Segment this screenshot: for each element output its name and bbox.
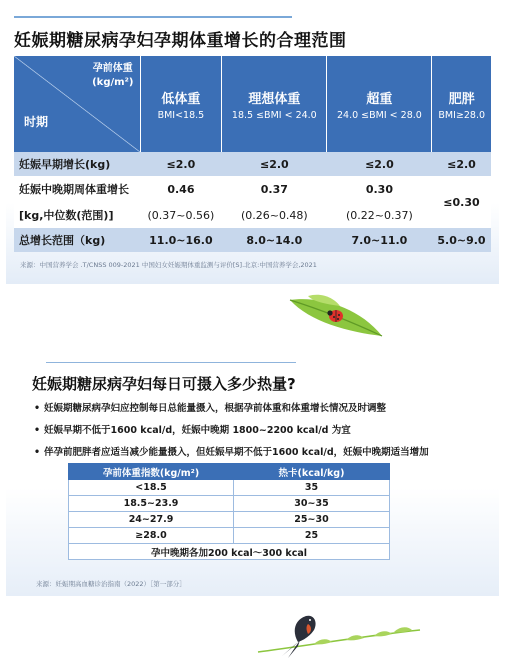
table-cell: 0.30 <box>327 176 432 202</box>
leaf-ladybug-icon <box>288 292 384 342</box>
table-cell: 0.37 <box>222 176 327 202</box>
slide-daily-calories <box>6 356 499 596</box>
swallow-branch-icon <box>254 612 422 658</box>
table-row <box>69 512 390 528</box>
row-label: [kg,中位数(范围)] <box>14 202 140 228</box>
table-cell: 30~35 <box>234 496 390 512</box>
table-cell: ≤2.0 <box>327 152 432 176</box>
slide1-title: 妊娠期糖尿病孕妇孕期体重增长的合理范围 <box>14 31 347 51</box>
corner-header <box>14 56 140 152</box>
table-row <box>14 202 491 228</box>
column-header-kcal: 热卡(kcal/kg) <box>234 464 390 480</box>
table-row <box>69 496 390 512</box>
table-cell: ≤2.0 <box>432 152 491 176</box>
calorie-table <box>68 463 390 560</box>
bullet-item: • 妊娠期糖尿病孕妇应控制每日总能量摄入，根据孕前体重和体重增长情况及时调整 <box>34 398 494 420</box>
bullet-list <box>34 398 494 464</box>
title-divider <box>14 16 292 18</box>
table-row <box>14 152 491 176</box>
corner-bottom-label: 时期 <box>24 115 49 129</box>
column-header-normal: 理想体重 18.5 ≤BMI < 24.0 <box>222 56 327 152</box>
table-row <box>69 528 390 544</box>
table-cell: 8.0~14.0 <box>222 228 327 252</box>
table-cell: (0.26~0.48) <box>222 202 327 228</box>
table-footer-row <box>69 544 390 560</box>
table-cell: 18.5~23.9 <box>69 496 234 512</box>
table-row <box>69 480 390 496</box>
source-citation: 来源：中国营养学会 .T/CNSS 009-2021 中国妇女妊娠期体重监测与评价[S].北京:中国营养学会,2021 <box>20 261 317 269</box>
row-label: 妊娠早期增长(kg) <box>14 152 140 176</box>
column-header-obese: 肥胖 BMI≥28.0 <box>432 56 491 152</box>
weight-gain-table <box>14 56 491 252</box>
table-row <box>14 228 491 252</box>
table-footer: 孕中晚期各加200 kcal～300 kcal <box>69 544 390 560</box>
row-label: 妊娠中晚期周体重增长 <box>14 176 140 202</box>
table-header-row <box>69 464 390 480</box>
column-header-overweight: 超重 24.0 ≤BMI < 28.0 <box>327 56 432 152</box>
table-cell: ≥28.0 <box>69 528 234 544</box>
title-divider <box>46 362 296 363</box>
corner-top-unit: (kg/m²) <box>92 77 134 88</box>
table-cell: 5.0~9.0 <box>432 228 491 252</box>
table-cell: (0.22~0.37) <box>327 202 432 228</box>
corner-top-label: 孕前体重 <box>92 63 133 74</box>
bullet-item: • 伴孕前肥胖者应适当减少能量摄入，但妊娠早期不低于1600 kcal/d，妊娠中晚期适当增加 <box>34 442 494 464</box>
row-label: 总增长范围（kg) <box>14 228 140 252</box>
slide-weight-gain <box>6 14 499 284</box>
bullet-item: • 妊娠早期不低于1600 kcal/d，妊娠中晚期 1800~2200 kcal/d 为宜 <box>34 420 494 442</box>
slide2-title: 妊娠期糖尿病孕妇每日可摄入多少热量? <box>32 375 296 393</box>
table-cell: ≤2.0 <box>140 152 222 176</box>
table-cell: 25 <box>234 528 390 544</box>
table-cell: 25~30 <box>234 512 390 528</box>
table-cell: (0.37~0.56) <box>140 202 222 228</box>
column-header-bmi: 孕前体重指数(kg/m²) <box>69 464 234 480</box>
merged-cell-obese: ≤0.30 <box>432 176 491 228</box>
source-citation: 来源：妊娠期高血糖诊治指南（2022）［第一部分］ <box>36 580 186 588</box>
column-header-underweight: 低体重 BMI<18.5 <box>140 56 222 152</box>
table-cell: 11.0~16.0 <box>140 228 222 252</box>
table-cell: 7.0~11.0 <box>327 228 432 252</box>
table-cell: ≤2.0 <box>222 152 327 176</box>
table-cell: 0.46 <box>140 176 222 202</box>
table-cell: 24~27.9 <box>69 512 234 528</box>
table-cell: <18.5 <box>69 480 234 496</box>
table-row <box>14 176 491 202</box>
table-cell: 35 <box>234 480 390 496</box>
table-header-row <box>14 56 491 152</box>
